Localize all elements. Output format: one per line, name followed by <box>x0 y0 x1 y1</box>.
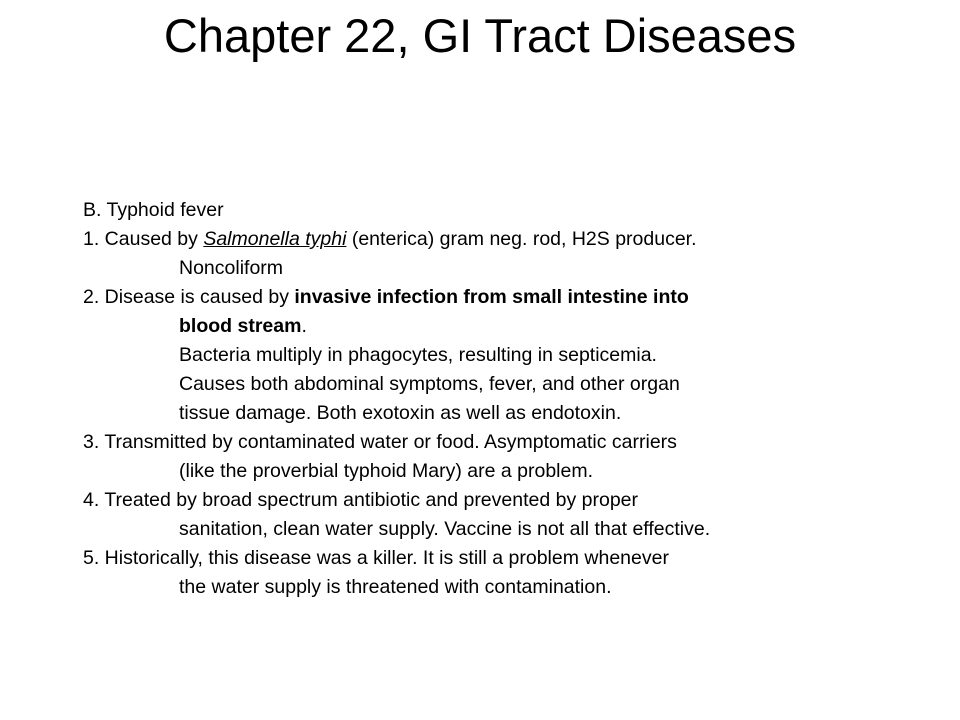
slide-title: Chapter 22, GI Tract Diseases <box>163 9 797 62</box>
item-2-prefix: 2. Disease is caused by <box>83 286 295 308</box>
item-2-end: . <box>301 315 307 337</box>
item-2-continuation-2: Causes both abdominal symptoms, fever, and other organ <box>179 373 680 395</box>
item-3-continuation: (like the proverbial typhoid Mary) are a problem. <box>179 460 594 482</box>
item-2 <box>83 283 883 312</box>
item-2-emphasis-b: blood stream <box>179 315 302 337</box>
item-1-prefix: 1. Caused by <box>83 228 204 250</box>
item-5: 5. Historically, this disease was a killer. It is still a problem whenever <box>83 547 669 569</box>
section-heading: B. Typhoid fever <box>83 199 224 221</box>
slide-body <box>83 196 883 602</box>
item-3: 3. Transmitted by contaminated water or food. Asymptomatic carriers <box>83 431 677 453</box>
organism-name: Salmonella typhi <box>203 228 347 250</box>
item-2-continuation-3: tissue damage. Both exotoxin as well as endotoxin. <box>179 402 622 424</box>
item-1 <box>83 225 883 254</box>
item-2-line-2 <box>83 312 883 341</box>
item-2-emphasis-a: invasive infection from small intestine into <box>294 286 689 308</box>
item-1-suffix: (enterica) gram neg. rod, H2S producer. <box>346 228 697 250</box>
item-2-continuation-1: Bacteria multiply in phagocytes, resulting in septicemia. <box>179 344 657 366</box>
item-4-continuation: sanitation, clean water supply. Vaccine is not all that effective. <box>179 518 711 540</box>
item-5-continuation: the water supply is threatened with contamination. <box>179 576 612 598</box>
item-4: 4. Treated by broad spectrum antibiotic and prevented by proper <box>83 489 638 511</box>
item-1-continuation: Noncoliform <box>179 257 284 279</box>
